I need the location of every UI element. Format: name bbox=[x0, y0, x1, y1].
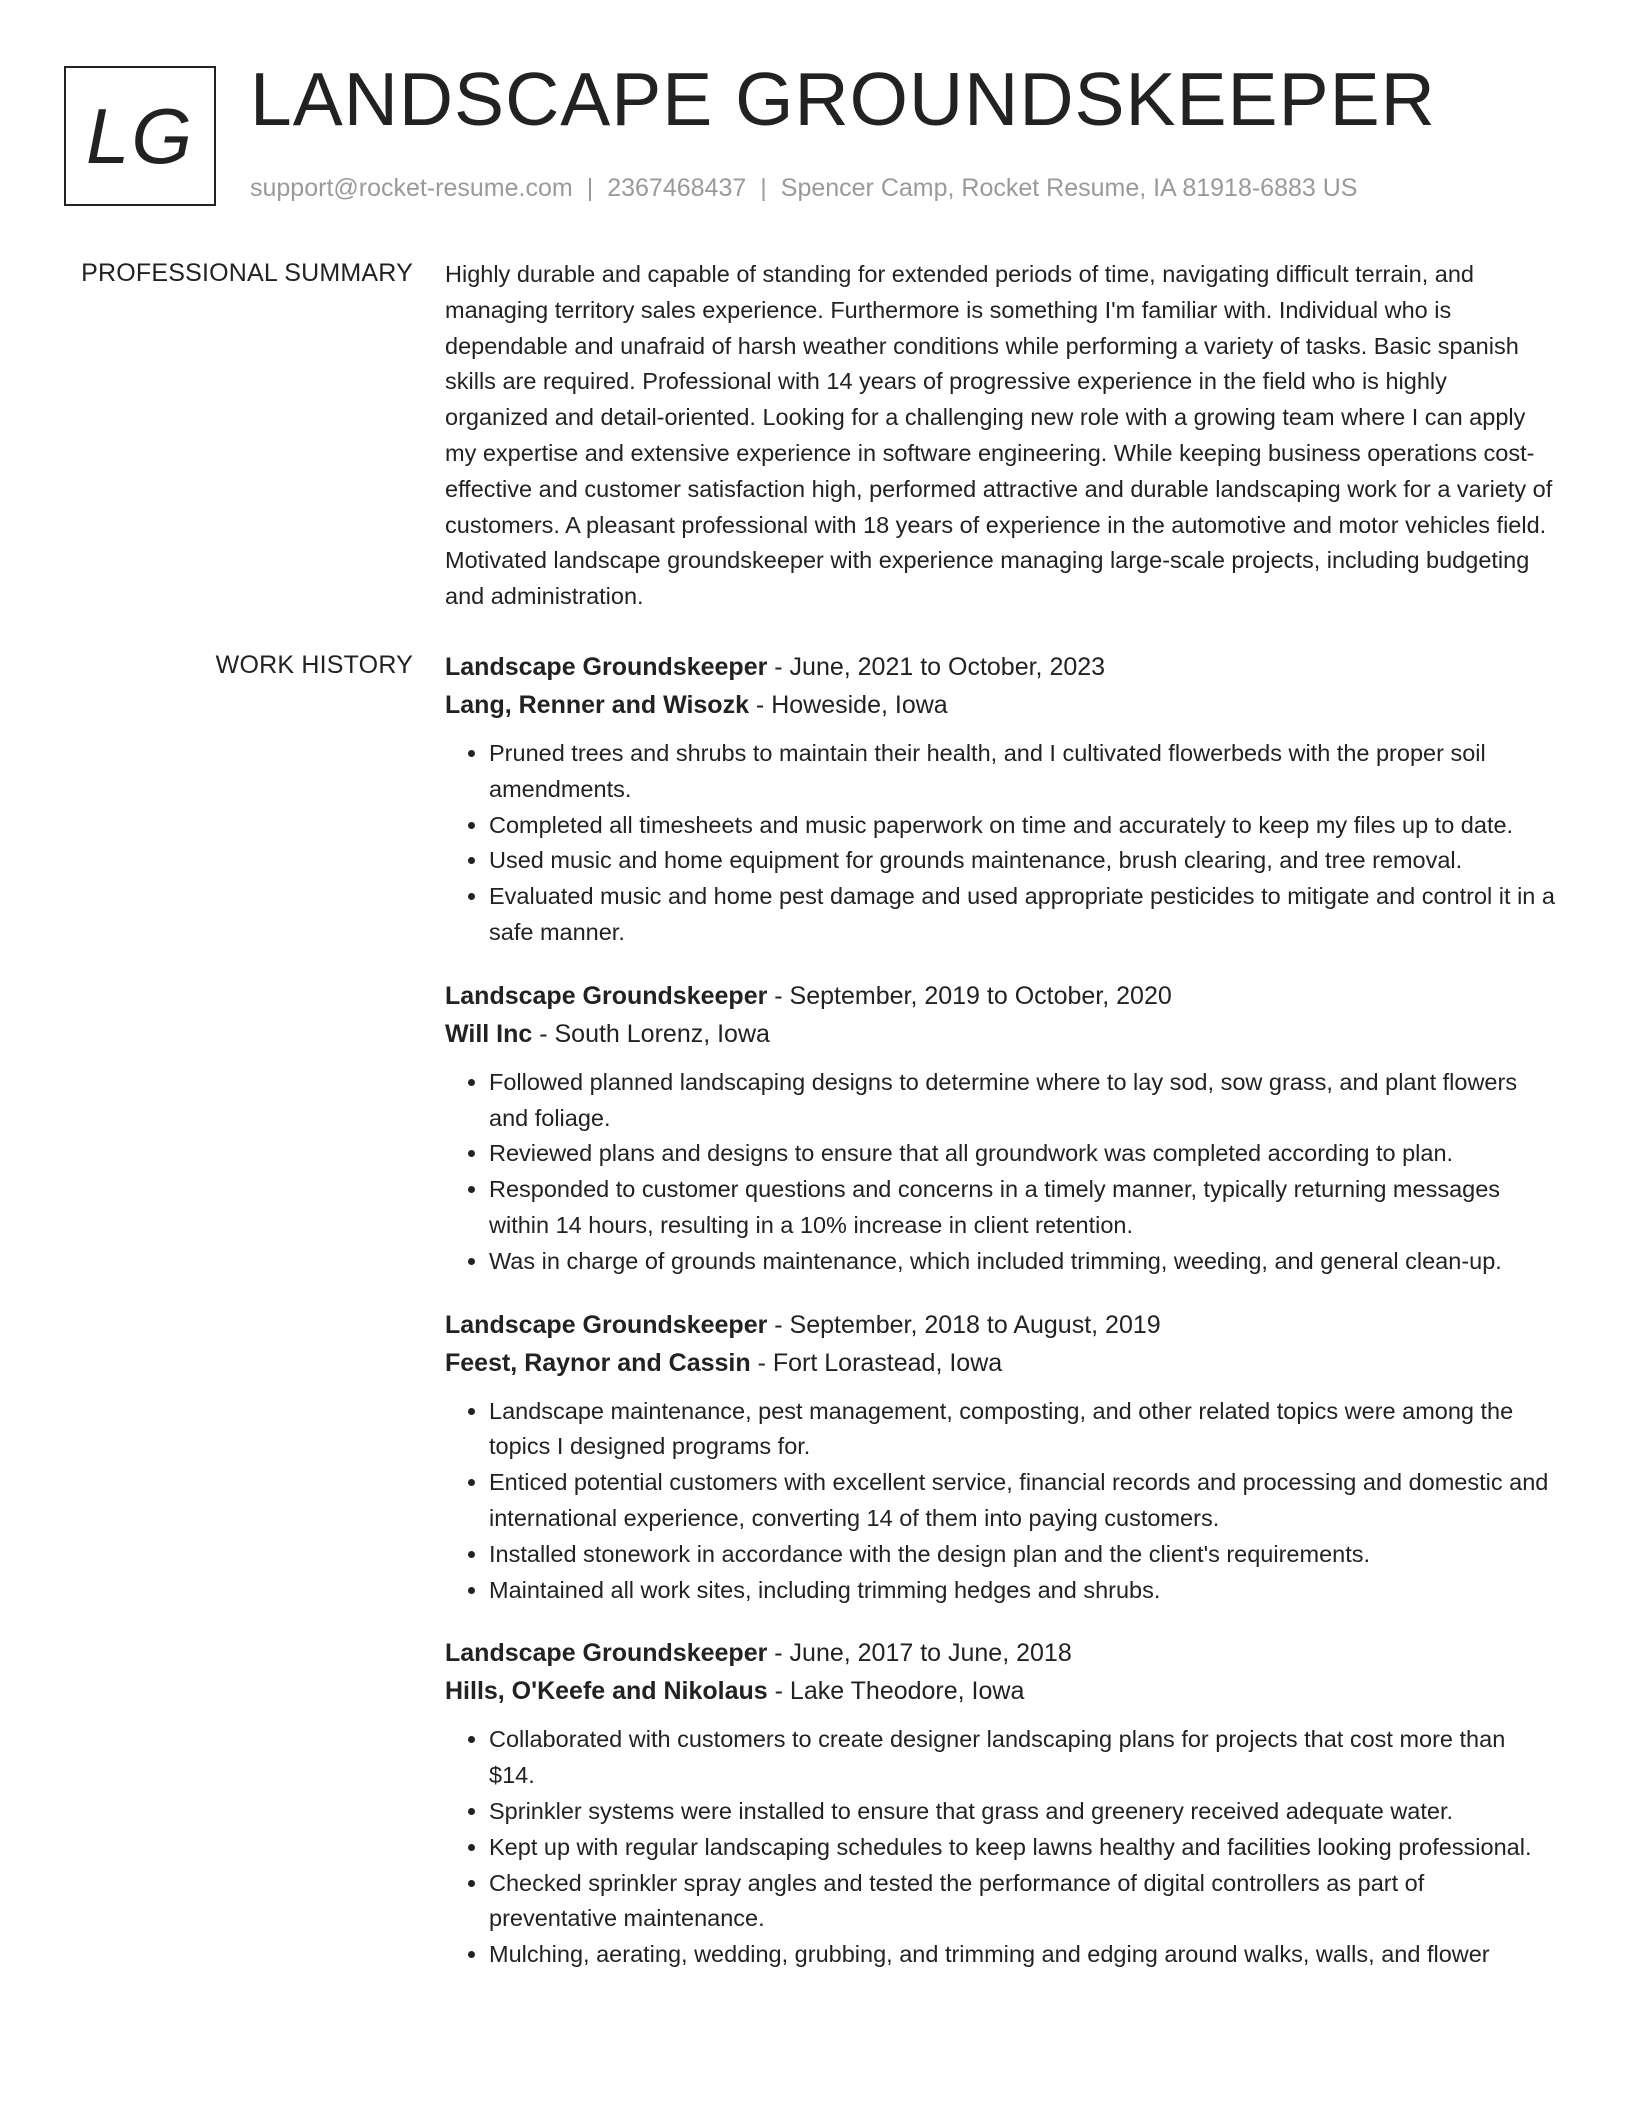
job-location: - Fort Lorastead, Iowa bbox=[750, 1348, 1003, 1377]
job-bullet: • Collaborated with customers to create designer landscaping plans for projects that cost more than $14. bbox=[489, 1722, 1555, 1794]
job-title: Landscape Groundskeeper bbox=[445, 1310, 768, 1339]
contact-separator: | bbox=[586, 174, 594, 202]
job-title: Landscape Groundskeeper bbox=[445, 1639, 768, 1668]
job-title-line bbox=[445, 977, 1555, 1015]
job-bullet: • Landscape maintenance, pest management, composting, and other related topics were among the topics I designed programs for. bbox=[489, 1394, 1555, 1466]
job-location: - Lake Theodore, Iowa bbox=[767, 1677, 1025, 1706]
job-bullet: • Checked sprinkler spray angles and tested the performance of digital controllers as part of preventative maintenance. bbox=[489, 1866, 1555, 1938]
job-bullet: • Was in charge of grounds maintenance, which included trimming, weeding, and general clean-up. bbox=[489, 1244, 1555, 1280]
job-bullets bbox=[445, 736, 1555, 951]
job-entry bbox=[445, 977, 1555, 1280]
job-dates: - September, 2019 to October, 2020 bbox=[767, 981, 1172, 1010]
contact-email[interactable]: support@rocket-resume.com bbox=[250, 174, 573, 202]
job-company-line bbox=[445, 1015, 1555, 1053]
job-dates: - September, 2018 to August, 2019 bbox=[767, 1310, 1161, 1339]
resume-title: LANDSCAPE GROUNDSKEEPER bbox=[250, 57, 1436, 141]
job-company: Lang, Renner and Wisozk bbox=[445, 691, 749, 719]
job-location: - South Lorenz, Iowa bbox=[532, 1019, 770, 1048]
monogram-initials: LG bbox=[85, 91, 195, 180]
job-bullet: • Used music and home equipment for grounds maintenance, brush clearing, and tree removal. bbox=[489, 843, 1555, 879]
job-bullet: • Pruned trees and shrubs to maintain their health, and I cultivated flowerbeds with the proper soil amendments. bbox=[489, 736, 1555, 808]
job-title-line bbox=[445, 1634, 1555, 1672]
job-bullet: • Evaluated music and home pest damage and used appropriate pesticides to mitigate and control it in a safe manner. bbox=[489, 879, 1555, 951]
job-bullet: • Maintained all work sites, including trimming hedges and shrubs. bbox=[489, 1573, 1555, 1609]
job-bullet: • Responded to customer questions and concerns in a timely manner, typically returning messages within 14 hours, resulting in a 10% increase in client retention. bbox=[489, 1172, 1555, 1244]
work-history-section bbox=[445, 648, 1555, 1999]
job-dates: - June, 2017 to June, 2018 bbox=[767, 1639, 1072, 1668]
job-entry bbox=[445, 1634, 1555, 1973]
summary-section-label: PROFESSIONAL SUMMARY bbox=[81, 259, 413, 287]
job-company: Feest, Raynor and Cassin bbox=[445, 1348, 751, 1377]
job-company-line bbox=[445, 1672, 1555, 1710]
job-title: Landscape Groundskeeper bbox=[445, 981, 768, 1010]
monogram-badge bbox=[64, 66, 216, 206]
job-entry bbox=[445, 1306, 1555, 1609]
contact-address: Spencer Camp, Rocket Resume, IA 81918-6883 US bbox=[780, 174, 1358, 202]
job-entry bbox=[445, 648, 1555, 951]
summary-text: Highly durable and capable of standing for extended periods of time, navigating difficult terrain, and managing territory sales experience. Furthermore is something I'm familiar with. Individual who is dependable and unafraid of harsh weather conditions while performing a variety of tasks. Basic spanish skills are required. Professional with 14 years of progressive experience in the field who is highly organized and detail-oriented. Looking for a challenging new role with a growing team where I can apply my expertise and extensive experience in software engineering. While keeping business operations cost-effective and customer satisfaction high, performed attractive and durable landscaping work for a variety of customers. A pleasant professional with 18 years of experience in the automotive and motor vehicles field. Motivated landscape groundskeeper with experience managing large-scale projects, including budgeting and administration. bbox=[445, 261, 1553, 610]
job-company: Hills, O'Keefe and Nikolaus bbox=[445, 1677, 768, 1706]
job-company-line bbox=[445, 686, 1555, 724]
job-bullet: • Installed stonework in accordance with the design plan and the client's requirements. bbox=[489, 1537, 1555, 1573]
job-bullets bbox=[445, 1065, 1555, 1280]
job-company-line bbox=[445, 1344, 1555, 1382]
job-title-line bbox=[445, 648, 1555, 686]
job-bullets bbox=[445, 1722, 1555, 1973]
job-dates: - June, 2021 to October, 2023 bbox=[767, 653, 1106, 681]
job-title-line bbox=[445, 1306, 1555, 1344]
jobs-list bbox=[445, 648, 1555, 1973]
summary-section bbox=[445, 257, 1555, 615]
contact-phone[interactable]: 2367468437 bbox=[607, 174, 747, 202]
job-company: Will Inc bbox=[445, 1019, 533, 1048]
job-bullet: • Sprinkler systems were installed to ensure that grass and greenery received adequate water. bbox=[489, 1794, 1555, 1830]
job-bullet: • Kept up with regular landscaping schedules to keep lawns healthy and facilities looking professional. bbox=[489, 1830, 1555, 1866]
job-title: Landscape Groundskeeper bbox=[445, 653, 768, 681]
job-location: - Howeside, Iowa bbox=[748, 691, 948, 719]
job-bullet: • Followed planned landscaping designs to determine where to lay sod, sow grass, and plant flowers and foliage. bbox=[489, 1065, 1555, 1137]
contact-separator: | bbox=[760, 174, 767, 202]
work-history-section-label: WORK HISTORY bbox=[215, 651, 413, 679]
job-bullets bbox=[445, 1394, 1555, 1609]
job-bullet: • Reviewed plans and designs to ensure that all groundwork was completed according to plan. bbox=[489, 1136, 1555, 1172]
job-bullet: • Completed all timesheets and music paperwork on time and accurately to keep my files up to date. bbox=[489, 808, 1555, 844]
job-bullet: • Mulching, aerating, wedding, grubbing, and trimming and edging around walks, walls, and flower bbox=[489, 1937, 1555, 1973]
contact-line bbox=[250, 174, 1357, 203]
job-bullet: • Enticed potential customers with excellent service, financial records and processing and domestic and international experience, converting 14 of them into paying customers. bbox=[489, 1465, 1555, 1537]
